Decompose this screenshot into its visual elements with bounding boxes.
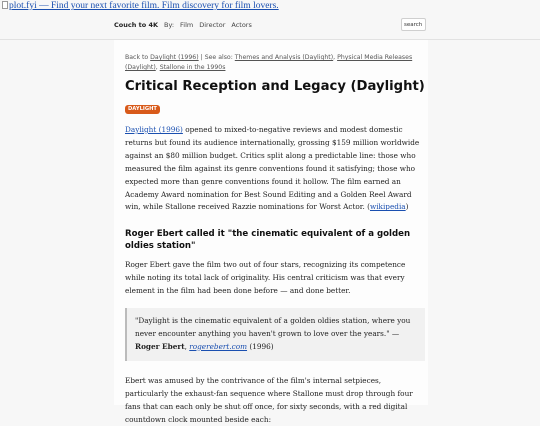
nav-actors[interactable]: Actors — [231, 21, 252, 29]
quote-author: Roger Ebert — [135, 341, 185, 351]
nav-film[interactable]: Film — [180, 21, 194, 29]
nav-director[interactable]: Director — [199, 21, 226, 29]
comma: , — [333, 54, 338, 61]
closing-paragraph: Ebert was amused by the contrivance of the film's internal setpieces, particularly the exhaust-fan sequence where Stallone must drop through four fans that can each only be shut off once, for sixty seconds, with a red digital countdown clock mounted beside each: — [125, 375, 413, 424]
intro-text: opened to mixed-to-negative reviews and modest domestic returns but found its audience internationally, grossing $159 million worldwide against an $80 million budget. Critics split along a predictable line: those who measured the film against its genre conventions found it satisfying; those who expected more than genre conventions found it hollow. The film earned an Academy Award nomination for Best Sound Editing and a Golden Reel Award win, while Stallone received Razzie nominations for Worst Actor. — [125, 125, 420, 212]
search-input[interactable]: search — [401, 18, 426, 31]
wikipedia-link[interactable]: wikipedia — [369, 202, 406, 212]
broken-image-icon — [2, 1, 8, 9]
see-also-stallone-link[interactable]: Stallone in the 1990s — [159, 64, 226, 71]
site-banner — [0, 0, 540, 14]
intro-paragraph: Daylight (1996) opened to mixed-to-negative reviews and modest domestic returns but found its audience internationally, grossing $159 million worldwide against an $80 million budget. Critics split along a predictable line: those who measured the film against its genre conventions found it satisfying; those who expected more than genre conventions found it hollow. The film earned an Academy Award nomination for Best Sound Editing and a Golden Reel Award win, while Stallone received Razzie nominations for Worst Actor. (wikipedia) — [125, 125, 420, 212]
quote-year: (1996) — [247, 341, 274, 351]
site-header — [0, 14, 540, 40]
section-heading: Roger Ebert called it "the cinematic equivalent of a golden oldies station" — [125, 229, 411, 252]
brand-link[interactable]: Couch to 4K — [114, 21, 159, 29]
breadcrumb-prefix: Back to — [125, 54, 149, 61]
section-paragraph: Roger Ebert gave the film two out of four stars, recognizing its competence while noting its total lack of originality. His central criticism was that every element in the film had been done before — and done better. — [125, 260, 406, 296]
breadcrumb-back-link[interactable]: Daylight (1996) — [150, 54, 199, 61]
article-page — [114, 40, 428, 424]
banner-alt-text: plot.fyi — Find your next favorite film. Film discovery for film lovers. — [9, 1, 279, 11]
breadcrumb-separator: | — [200, 54, 205, 61]
comma: , — [155, 64, 160, 71]
by-label: By: — [164, 21, 175, 29]
quote-source-link[interactable]: rogerebert.com — [189, 341, 248, 351]
ebert-quote — [125, 308, 425, 361]
see-also-label: See also: — [204, 54, 233, 61]
intro-film-link[interactable]: Daylight (1996) — [125, 125, 183, 134]
breadcrumb — [125, 53, 425, 73]
page-title: Critical Reception and Legacy (Daylight) — [125, 79, 425, 94]
film-tag-badge[interactable]: DAYLIGHT — [125, 105, 160, 114]
comma: , — [184, 341, 190, 351]
banner-link[interactable] — [0, 0, 540, 12]
quote-text: "Daylight is the cinematic equivalent of a golden oldies station, where you never encounter anything you haven't grown to love over the years." — — [135, 316, 411, 338]
see-also-media-link[interactable]: Physical Media Releases (Daylight) — [125, 54, 413, 71]
see-also-themes-link[interactable]: Themes and Analysis (Daylight) — [234, 54, 334, 61]
header-nav — [164, 21, 252, 29]
